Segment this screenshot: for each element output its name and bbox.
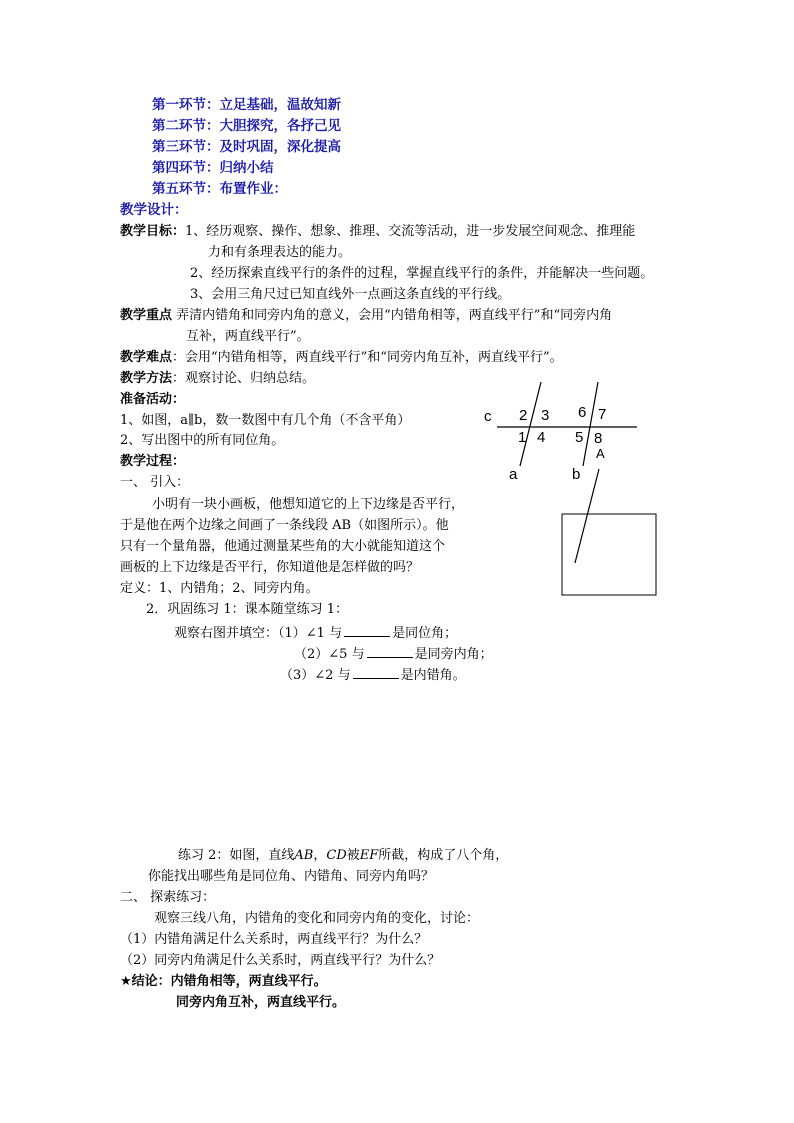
angle-3-label: 3 (541, 407, 550, 424)
design-heading: 教学设计： (120, 202, 188, 218)
practice1-end1: 是同位角； (392, 626, 458, 641)
prep-q2: 2、写出图中的所有同位角。 (120, 433, 285, 448)
key-point-text-a: 弄清内错角和同旁内角的意义，会用“内错角相等，两直线平行”和“同旁内角 (176, 308, 613, 323)
conclusion-label: ★结论： (120, 974, 171, 989)
difficulty-label: 教学难点 (120, 350, 173, 365)
label-a: a (509, 466, 518, 483)
angle-4-label: 4 (537, 429, 546, 446)
practice2-line-2: 你能找出哪些角是同位角、内错角、同旁内角吗？ (148, 869, 435, 884)
practice2-text-a: 练习 2：如图，直线 (178, 848, 295, 863)
label-b: b (572, 466, 581, 483)
key-point-label: 教学重点 (120, 308, 173, 323)
key-point-text-b: 互补，两直线平行”。 (186, 329, 310, 344)
explore-heading: 二、 探索练习： (120, 890, 216, 905)
section-5: 第五环节：布置作业： (152, 181, 287, 197)
practice2-sep: ， (313, 848, 327, 863)
practice1-q3: （3）∠2 与 (280, 668, 351, 683)
conclusion-1: 内错角相等，两直线平行。 (170, 974, 327, 989)
definition: 定义：1、内错角；2、同旁内角。 (120, 581, 319, 596)
angle-2-label: 2 (519, 407, 528, 424)
goal-2: 2、经历探索直线平行的条件的过程，掌握直线平行的条件，并能解决一些问题。 (190, 266, 654, 281)
method-label: 教学方法 (120, 371, 173, 386)
prep-label: 准备活动： (120, 392, 186, 407)
intro-p3: 只有一个量角器，他通过测量某些角的大小就能知道这个 (120, 539, 446, 554)
section-3: 第三环节：及时巩固，深化提高 (152, 139, 341, 155)
practice2-mid: 被 (346, 848, 360, 863)
section-4: 第四环节：归纳小结 (152, 160, 274, 176)
section-1: 第一环节：立足基础，温故知新 (152, 97, 341, 113)
practice1-title: 2．巩固练习 1：课本随堂练习 1： (146, 602, 349, 617)
line-cd-label: CD (326, 848, 347, 863)
angle-5-label: 5 (575, 429, 584, 446)
method-text: ：观察讨论、归纳总结。 (172, 371, 316, 386)
angle-6-label: 6 (578, 404, 587, 421)
transversal-a (520, 382, 541, 466)
angle-7-label: 7 (598, 406, 607, 423)
intro-heading: 一、 引入： (120, 475, 190, 490)
segment-ab (575, 469, 599, 563)
drawing-board (562, 514, 656, 595)
angle-1-label: 1 (518, 429, 527, 446)
explore-q2: （2）同旁内角满足什么关系时，两直线平行？为什么？ (120, 953, 441, 968)
goal-3: 3、会用三角尺过已知直线外一点画这条直线的平行线。 (190, 287, 511, 302)
practice1-q2: （2）∠5 与 (294, 647, 365, 662)
goal-1a: 1、经历观察、操作、想象、推理、交流等活动，进一步发展空间观念、推理能 (185, 224, 636, 239)
line-ef-label: EF (359, 848, 379, 863)
practice2-text-b: 所截，构成了八个角， (378, 848, 509, 863)
difficulty-text: ：会用“内错角相等，两直线平行”和“同旁内角互补，两直线平行”。 (172, 350, 563, 365)
practice1-end2: 是同旁内角； (414, 647, 493, 662)
label-point-a: A (596, 446, 605, 461)
prep-q1: 1、如图，a∥b，数一数图中有几个角（不含平角） (120, 413, 411, 428)
intro-p2: 于是他在两个边缘之间画了一条线段 AB（如图所示）。他 (120, 518, 449, 533)
line-ab-label: AB (294, 848, 314, 863)
goal-1b: 力和有条理表达的能力。 (208, 245, 352, 260)
goals-label: 教学目标： (120, 224, 186, 239)
practice1-end3: 是内错角。 (400, 668, 466, 683)
explore-p1: 观察三线八角，内错角的变化和同旁内角的变化，讨论： (154, 911, 480, 926)
intro-p1: 小明有一块小画板，他想知道它的上下边缘是否平行， (152, 497, 465, 512)
process-label: 教学过程： (120, 454, 186, 469)
intro-p4: 画板的上下边缘是否平行，你知道他是怎样做的吗？ (120, 560, 420, 575)
conclusion-2: 同旁内角互补，两直线平行。 (176, 995, 346, 1010)
angle-8-label: 8 (594, 430, 603, 447)
practice1-lead: 观察右图并填空：（1）∠1 与 (174, 626, 343, 641)
section-2: 第二环节：大胆探究，各抒己见 (152, 118, 341, 134)
label-c: c (484, 408, 492, 425)
explore-q1: （1）内错角满足什么关系时，两直线平行？为什么？ (120, 932, 428, 947)
